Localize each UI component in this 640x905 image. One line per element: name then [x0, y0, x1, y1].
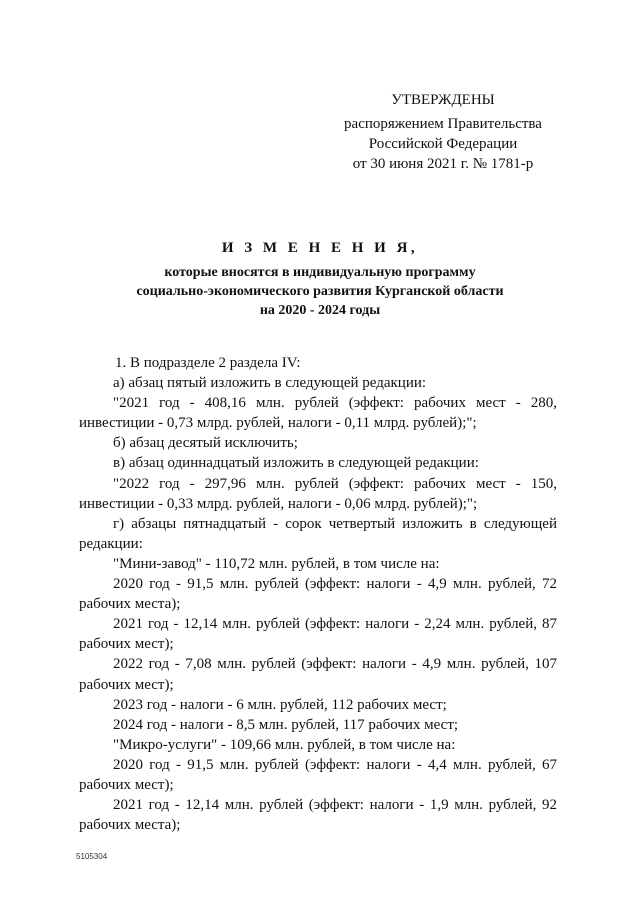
document-title: И З М Е Н Е Н И Я, — [221, 240, 419, 256]
document-code: 5105304 — [76, 852, 108, 861]
paragraph-sub-a: а) абзац пятый изложить в следующей редакции: — [113, 375, 427, 392]
paragraph-sub-g: г) абзацы пятнадцатый - сорок четвертый изложить в следующей редакции: — [79, 515, 557, 552]
paragraph-mini-2024: 2024 год - налоги - 8,5 млн. рублей, 117 рабочих мест; — [113, 716, 459, 733]
paragraph-mikro-2021: 2021 год - 12,14 млн. рублей (эффект: налоги - 1,9 млн. рублей, 92 рабочих места); — [79, 797, 557, 834]
paragraph-item-1: 1. В подразделе 2 раздела IV: — [115, 355, 301, 371]
document-body — [79, 353, 557, 835]
approval-block — [330, 90, 556, 174]
subtitle-line-3: на 2020 - 2024 годы — [259, 303, 381, 318]
paragraph-mikro-uslugi: "Микро-услуги" - 109,66 млн. рублей, в том числе на: — [113, 736, 456, 753]
document-subtitle — [80, 263, 560, 320]
paragraph-quote-2022: "2022 год - 297,96 млн. рублей (эффект: рабочих мест - 150, инвестиции - 0,33 млрд. рублей, налоги - 0,06 млрд. рублей);"; — [79, 475, 557, 512]
paragraph-sub-b: б) абзац десятый исключить; — [113, 435, 298, 452]
subtitle-line-2: социально-экономического развития Курганской области — [136, 284, 504, 299]
approval-title: УТВЕРЖДЕНЫ — [391, 92, 495, 108]
paragraph-sub-v: в) абзац одиннадцатый изложить в следующей редакции: — [113, 455, 479, 472]
paragraph-mini-zavod: "Мини-завод" - 110,72 млн. рублей, в том числе на: — [113, 555, 440, 572]
paragraph-quote-2021: "2021 год - 408,16 млн. рублей (эффект: рабочих мест - 280, инвестиции - 0,73 млрд. рублей, налоги - 0,11 млрд. рублей);"; — [79, 395, 557, 432]
paragraph-mini-2020: 2020 год - 91,5 млн. рублей (эффект: налоги - 4,9 млн. рублей, 72 рабочих места); — [79, 576, 557, 613]
approval-line-3: от 30 июня 2021 г. № 1781-р — [352, 156, 534, 172]
paragraph-mini-2022: 2022 год - 7,08 млн. рублей (эффект: налоги - 4,9 млн. рублей, 107 рабочих мест); — [79, 656, 557, 693]
paragraph-mikro-2020: 2020 год - 91,5 млн. рублей (эффект: налоги - 4,4 млн. рублей, 67 рабочих мест); — [79, 756, 557, 793]
subtitle-line-1: которые вносятся в индивидуальную программу — [164, 265, 476, 280]
paragraph-mini-2021: 2021 год - 12,14 млн. рублей (эффект: налоги - 2,24 млн. рублей, 87 рабочих мест); — [79, 616, 557, 653]
approval-line-1: распоряжением Правительства — [344, 116, 542, 132]
paragraph-mini-2023: 2023 год - налоги - 6 млн. рублей, 112 рабочих мест; — [113, 696, 447, 713]
approval-line-2: Российской Федерации — [368, 136, 518, 152]
